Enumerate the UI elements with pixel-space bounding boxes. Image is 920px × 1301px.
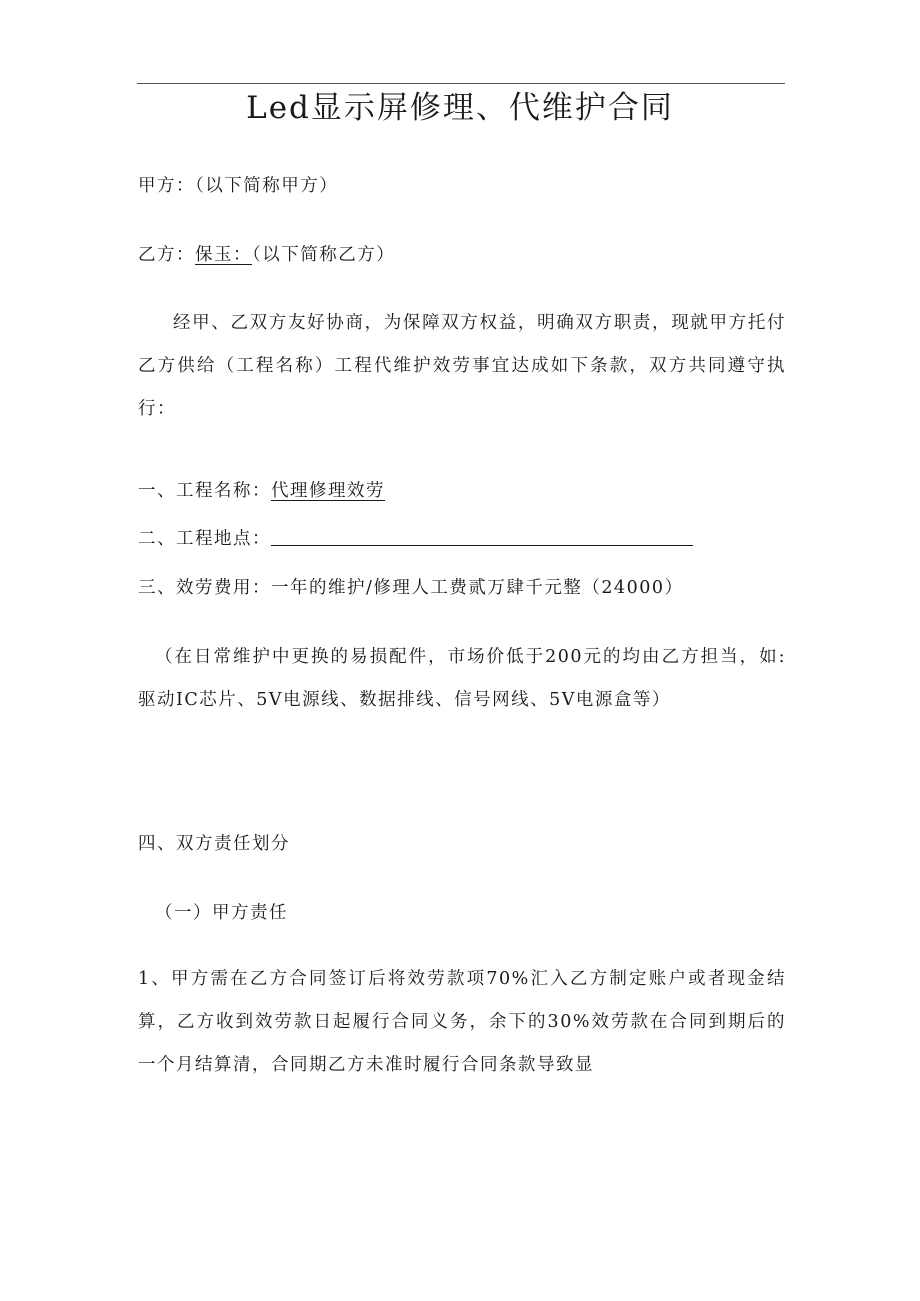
project-location-line [138,527,693,551]
party-b-line [138,243,395,267]
party-b-note: （以下简称乙方） [252,245,396,265]
project-name-value: 代理修理效劳 [271,481,385,501]
project-name-line [138,479,385,503]
project-location-blank [271,527,693,546]
project-location-label: 二、工程地点： [138,529,271,549]
project-name-label: 一、工程名称： [138,481,271,501]
party-a-responsibility-heading: （一）甲方责任 [155,903,288,923]
consumables-note: （在日常维护中更换的易损配件，市场价低于200元的均由乙方担当，如:驱动IC芯片、5V电源线、数据排线、信号网线、5V电源盒等） [138,647,786,710]
header-rule [137,83,785,84]
party-b-label: 乙方： [138,245,195,265]
party-a-line [138,174,338,198]
service-fee-line: 三、效劳费用：一年的维护/修理人工费贰万肆千元整（24000） [138,578,684,598]
party-a-label: 甲方： [138,176,195,196]
clause-1: 1、甲方需在乙方合同签订后将效劳款项70%汇入乙方制定账户或者现金结算，乙方收到效劳款日起履行合同义务，余下的30%效劳款在合同到期后的一个月结算清，合同期乙方未准时履行合同条款导致显 [138,969,786,1075]
document-title: Led显示屏修理、代维护合同 [246,90,674,126]
party-a-note: （以下简称甲方） [195,176,339,196]
party-b-name: 保玉： [195,245,252,265]
intro-paragraph: 经甲、乙双方友好协商，为保障双方权益，明确双方职责，现就甲方托付乙方供给（工程名称）工程代维护效劳事宜达成如下条款，双方共同遵守执行： [138,313,786,419]
responsibilities-heading: 四、双方责任划分 [138,834,290,854]
